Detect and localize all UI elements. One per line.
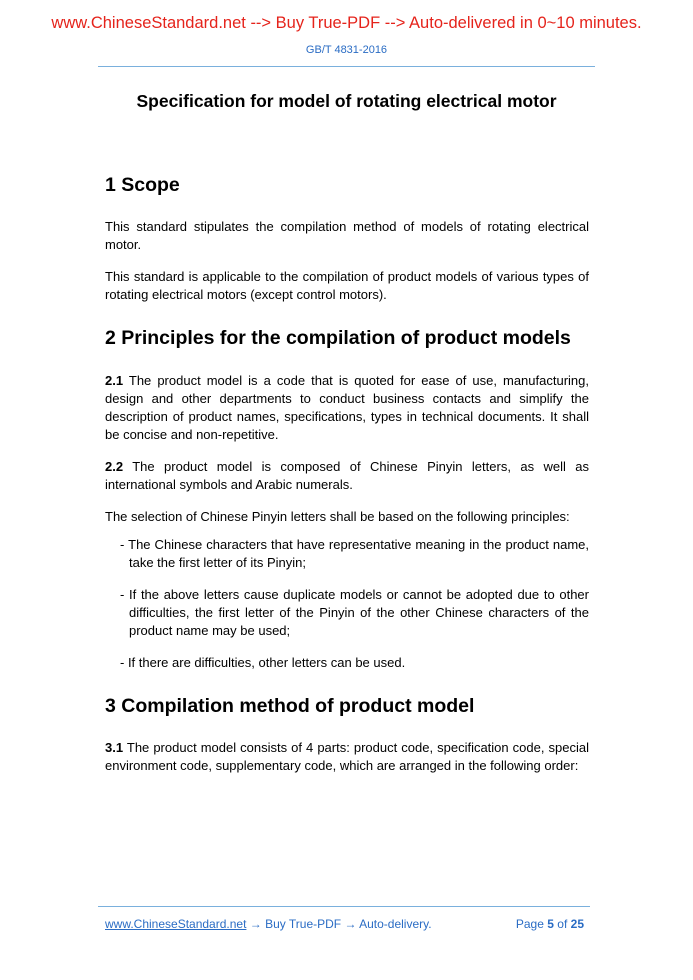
clause-text: The product model is a code that is quoted for ease of use, manufacturing, design and other departments to conduct business contacts and simplify the description of product names, specifications, types in technical documents. It shall be concise and non-repetitive.	[105, 372, 589, 442]
page-indicator	[516, 917, 584, 931]
section-heading-compilation: 3 Compilation method of product model	[105, 694, 475, 717]
page-current: 5	[547, 917, 554, 931]
header-divider	[98, 66, 595, 67]
clause-text: The product model consists of 4 parts: product code, specification code, special environment code, supplementary code, which are arranged in the following order:	[105, 740, 589, 774]
page-label: Page	[515, 917, 544, 931]
list-item: - If the above letters cause duplicate models or cannot be adopted due to other difficulties, the first letter of the Pinyin of the other Chinese characters of the product name may be used;	[120, 586, 589, 638]
clause-2-2	[105, 458, 589, 494]
scope-paragraph: This standard is applicable to the compilation of product models of various types of rotating electrical motors (except control motors).	[105, 269, 589, 303]
list-item: - The Chinese characters that have representative meaning in the product name, take the first letter of its Pinyin;	[120, 536, 589, 570]
page-total: 25	[570, 917, 584, 931]
clause-3-1	[105, 739, 589, 775]
list-item: - If there are difficulties, other letters can be used.	[120, 654, 406, 670]
scope-paragraph: This standard stipulates the compilation method of models of rotating electrical motor.	[105, 219, 589, 253]
section-heading-principles: 2 Principles for the compilation of product models	[105, 327, 571, 350]
footer-link[interactable]	[105, 917, 432, 931]
clause-number: 3.1	[105, 740, 124, 756]
clause-number: 2.1	[105, 372, 124, 388]
footer-site-link[interactable]: www.ChineseStandard.net	[105, 917, 247, 931]
clause-text: The product model is composed of Chinese Pinyin letters, as well as international symbols and Arabic numerals.	[105, 458, 589, 492]
footer-divider	[98, 906, 590, 907]
footer-link-text: → Buy True-PDF → Auto-delivery.	[246, 917, 432, 931]
standard-number: GB/T 4831-2016	[305, 44, 388, 56]
selection-intro: The selection of Chinese Pinyin letters shall be based on the following principles:	[105, 508, 570, 524]
document-title: Specification for model of rotating electrical motor	[136, 91, 557, 111]
page-of: of	[557, 917, 568, 931]
section-heading-scope: 1 Scope	[105, 174, 180, 196]
document-body	[105, 173, 589, 775]
clause-2-1	[105, 372, 589, 444]
top-banner[interactable]: www.ChineseStandard.net --> Buy True-PDF --> Auto-delivered in 0~10 minutes.	[51, 14, 642, 32]
clause-number: 2.2	[105, 458, 124, 474]
